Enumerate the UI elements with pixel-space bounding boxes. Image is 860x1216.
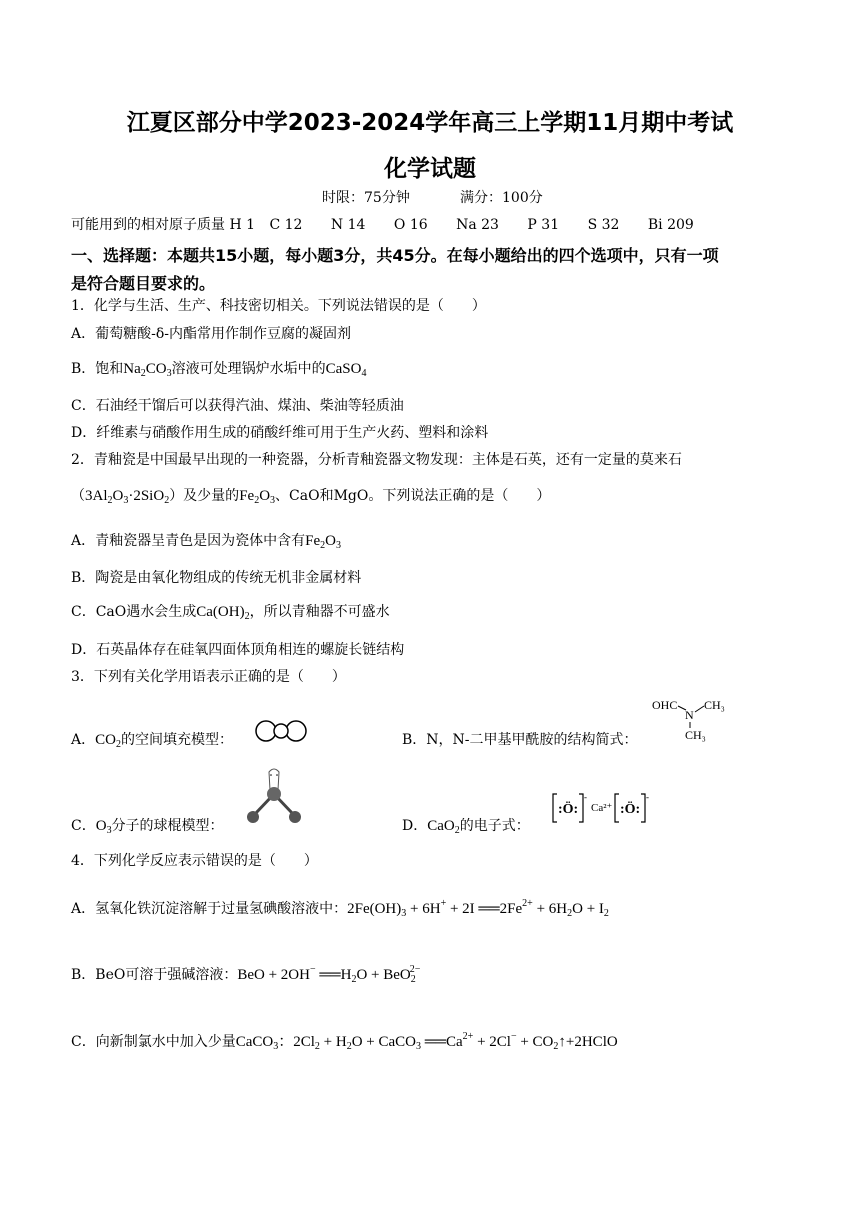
option-b: B．BeO可溶于强碱溶液：BeO + 2OH− $══H_2O + BeO_2^{2-}$: [71, 964, 421, 985]
question-stem: 4．下列化学反应表示错误的是（ ）: [71, 853, 318, 869]
svg-text::Ö:: :Ö:: [620, 802, 641, 817]
option-b: B．N，N-二甲基甲酰胺的结构简式：: [402, 732, 638, 748]
dmf-structure: [648, 697, 738, 745]
exam-title: 江夏区部分中学2023-2024学年高三上学期11月期中考试: [126, 110, 734, 136]
option-a: A．氢氧化铁沉淀溶解于过量氢碘酸溶液中：$2Fe(OH)_3 + 6H^+ + 2I$ $══2Fe^{2+} + 6H_2O + I_2$: [71, 898, 609, 919]
full-score: 满分：100分: [460, 190, 543, 206]
struct-label: OHC: [652, 698, 678, 712]
option-a: A．青釉瓷器呈青色是因为瓷体中含有$Fe_2O_3$: [71, 533, 341, 551]
option-c: C．CaO遇水会生成$Ca(OH)_2$，所以青釉器不可盛水: [71, 604, 390, 622]
exam-subtitle: 化学试题: [384, 156, 476, 182]
cao2-electron-formula: [549, 792, 659, 828]
option-a: A．葡萄糖酸-δ-内酯常用作制作豆腐的凝固剂: [71, 326, 351, 342]
svg-text::Ö:: :Ö:: [558, 802, 579, 817]
option-d: D．石英晶体存在硅氧四面体顶角相连的螺旋长链结构: [71, 642, 405, 658]
atomic-mass-item: N 14: [330, 217, 366, 233]
atomic-mass-item: P 31: [527, 217, 560, 233]
atomic-mass-item: 可能用到的相对原子质量 H 1: [71, 217, 256, 233]
atomic-mass-item: Bi 209: [647, 217, 694, 233]
section-heading: 是符合题目要求的。: [71, 274, 216, 293]
svg-text:-: -: [584, 792, 587, 802]
time-limit: 时限：75分钟: [322, 190, 410, 206]
struct-label: N: [685, 708, 694, 722]
co2-space-filling-model: [253, 718, 309, 744]
question-stem: $(3Al_2O_3\cdot 2SiO_2)$及少量的$Fe_2O_3$、CaO和MgO。下列说法正确的是（ ）: [71, 488, 551, 506]
option-b: B．饱和$Na_2CO_3$溶液可处理锅炉水垢中的CaSO$_4$: [71, 361, 367, 379]
option-c: C．向新制氯水中加入少量CaCO$_3$：$2Cl_2 + H_2O$ + CaCO$_3$ $══Ca^{2+} + 2Cl^-$ + $CO_2↑+2HClO$: [71, 1031, 618, 1052]
atomic-mass-line: [71, 216, 694, 234]
question-stem: 3．下列有关化学用语表示正确的是（ ）: [71, 669, 346, 685]
o3-ball-stick-model: [240, 766, 308, 834]
question-stem: 2．青釉瓷是中国最早出现的一种瓷器，分析青釉瓷器文物发现：主体是石英，还有一定量的莫来石: [71, 452, 682, 468]
option-a: A．$CO_2$的空间填充模型：: [71, 732, 233, 750]
option-b: B．陶瓷是由氧化物组成的传统无机非金属材料: [71, 570, 362, 586]
section-heading: 一、选择题：本题共15小题，每小题3分，共45分。在每小题给出的四个选项中，只有一项: [71, 246, 719, 265]
option-c: C．$O_3$分子的球棍模型：: [71, 818, 224, 836]
struct-label: CH₃: [685, 728, 706, 742]
atomic-mass-item: C 12: [269, 217, 303, 233]
atomic-mass-item: O 16: [393, 217, 428, 233]
question-stem: 1．化学与生活、生产、科技密切相关。下列说法错误的是（ ）: [71, 298, 486, 314]
option-d: D．纤维素与硝酸作用生成的硝酸纤维可用于生产火药、塑料和涂料: [71, 425, 489, 441]
ion-label: Ca²⁺: [591, 802, 613, 814]
atomic-mass-item: Na 23: [456, 217, 499, 233]
option-d: D．CaO$_2$的电子式：: [402, 818, 530, 836]
option-c: C．石油经干馏后可以获得汽油、煤油、柴油等轻质油: [71, 398, 404, 414]
struct-label: CH₃: [704, 698, 725, 712]
svg-text:-: -: [646, 792, 649, 802]
atomic-mass-item: S 32: [587, 217, 620, 233]
